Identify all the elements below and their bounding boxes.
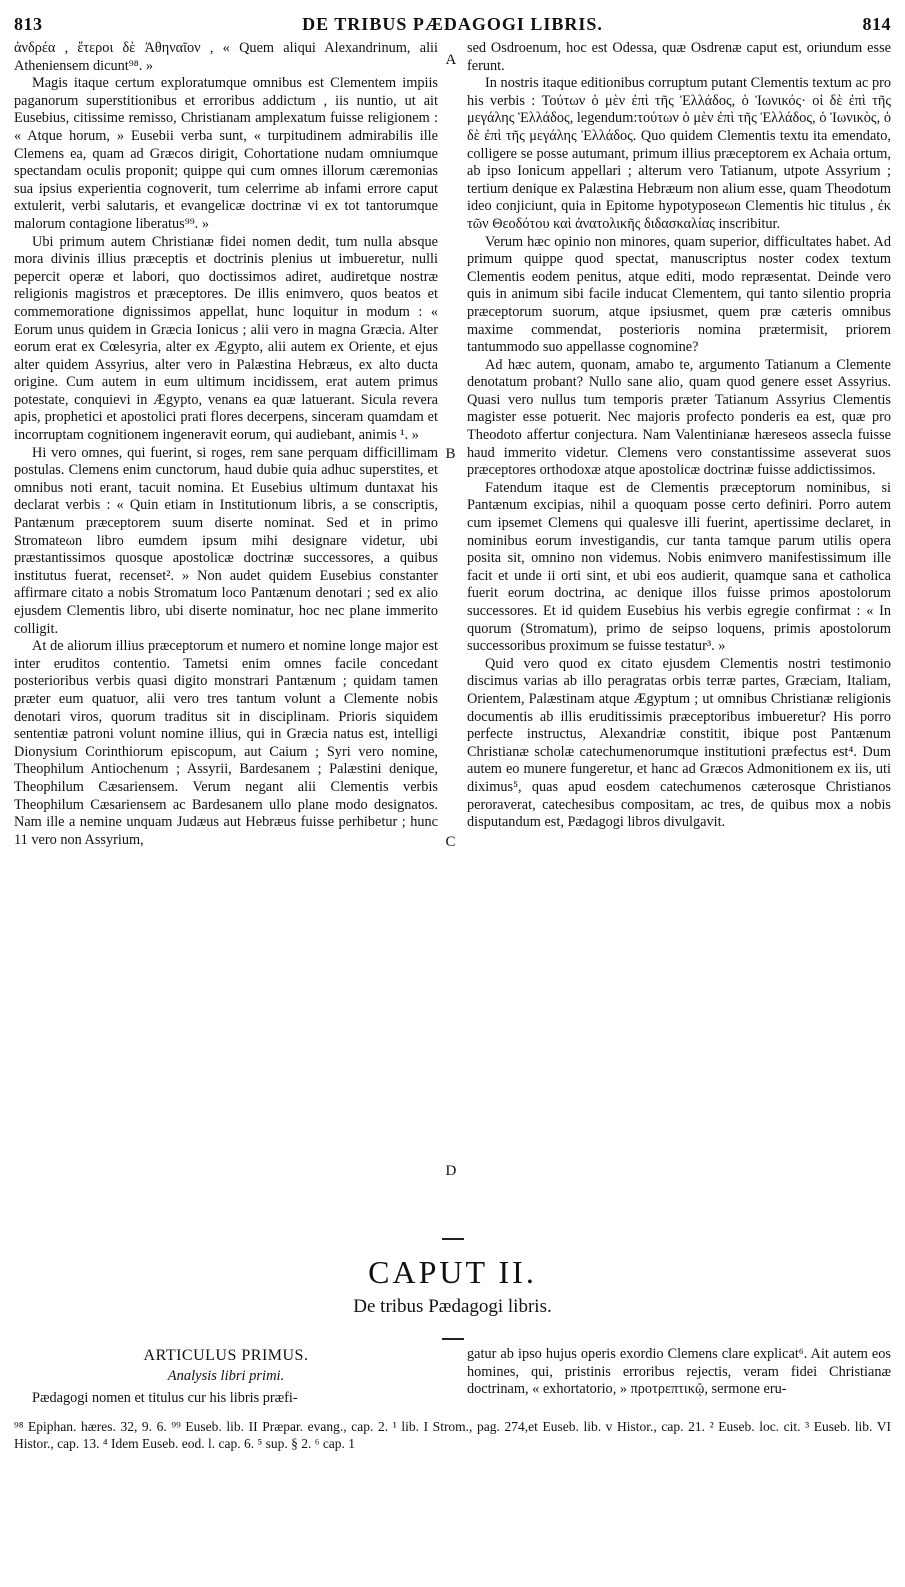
paragraph: In nostris itaque editionibus corruptum putant Clementis textum ac pro his verbis : Τούτων ὁ μὲν ἐπὶ τῆς Ἑλλάδος, ὁ Ἰωνικός· οἱ δὲ ἐπὶ τῆς μεγάλης Ἑλλάδος, legendum:τούτων ὁ μὲν ἐπὶ τῆς Ἑλλάδος, ὁ Ἰωνικὸς, ὁ δὲ ἐπὶ τῆς μεγάλης Ἑλλάδος. Quo quidem Clementis textu ita emendato, colligere se posse autumant, primum illius præceptorem ex Achaia ortum, ab ipso Ionicum appellari ; alterum vero Tatianum, utpote Assyrium ; tertium denique ex Palæstina Hebræum non alium esse, quam Theodotum ideo conjiciunt, quia in Epitome hypotyposeωn Clementis hic titulus , ἐκ τῶν Θεοδότου καὶ ἀνατολικῆς διδασκαλίας inscribitur. <box>467 75 891 232</box>
paragraph: Ad hæc autem, quonam, amabo te, argumento Tatianum a Clemente denotatum probant? Nullo sane alio, quam quod genere esset Assyrius. Quasi vero nullus tum temporis præter Tatianum Assyrius Clementis magister esse potuerit. Nec majoris profecto ponderis ea est, quæ pro Theodoto affertur conjectura. Nam Valentinianæ hæreseos assecla fuisse haud immerito videtur. Clemens vero constantissime asseverat suos præceptores orthodoxæ atque apostolicæ doctrinæ fuisse addictissimos. <box>467 356 891 479</box>
page-number-left: 813 <box>14 14 43 34</box>
chapter-heading <box>0 1252 905 1320</box>
article-subheading: Analysis libri primi. <box>167 1368 285 1384</box>
paragraph: Fatendum itaque est de Clementis præceptorum nominibus, si Pantænum excipias, nihil a quoquam posse certo definiri. Porro autem cum ipsemet Clemens qui qualesve illi fuerint, apertissime declaret, in nominibus eorum investigandis, cur tanta tamque parum utilis opera posita sit, omnino non videmus. Nobis enimvero manifestissimum ille facit et unde ii orti sint, et ubi eos audierit, quamque sana et catholica fuerit eorum doctrina, ac denique illos fuisse primos apostolorum successores. Et id quidem Eusebius his verbis egregie confirmat : « In quorum (Stromatum), primo de seipso loquens, primis apostolorum successoribus proximum se fuisse testatur³. » <box>467 479 891 655</box>
paragraph: Pædagogi nomen et titulus cur his libris præfi- <box>32 1390 298 1406</box>
paragraph: gatur ab ipso hujus operis exordio Clemens clare explicat⁶. Ait autem eos homines, qui, pristinis erroribus rejectis, veram fidei Christianæ doctrinam, « exhortatorio, » προτρεπτικῷ, sermone eru- <box>467 1346 891 1398</box>
paragraph: Quid vero quod ex citato ejusdem Clementis nostri testimonio discimus varias ab illo peragratas orbis terræ partes, Græciam, Italiam, Orientem, Palæstinam atque Ægyptum ; ut omnibus Christianæ religionis documentis ab illis eruditissimis præceptoribus imbueretur? His porro perfecte instructus, Alexandriæ constitit, ibique post Pantænum Christianæ scholæ catechumenorumque institutioni præfectus est⁴. Dum autem eo munere fungeretur, et hanc ad Græcos Admonitionem ex iis, uti diximus⁵, quas apud eosdem catechumenos cæterosque Christianos peroraverat, catechesibus compositam, ac tres, de quibus mox a nobis disputandum est, Pædagogi libros divulgavit. <box>467 655 891 831</box>
paragraph: ἀνδρέα , ἕτεροι δὲ Ἀθηναῖον , « Quem aliqui Alexandrinum, alii Atheniensem dicunt⁹⁸. » <box>14 40 438 74</box>
two-column-body <box>14 40 891 1235</box>
running-title: DE TRIBUS PÆDAGOGI LIBRIS. <box>302 14 603 34</box>
paragraph: At de aliorum illius præceptorum et numero et nomine longe major est inter eruditos contentio. Tametsi enim omnes facile concedant posterioribus verbis quasi digito monstrari Pantænum ; quidam tamen præter eum quatuor, alii vero tres tantum volunt a Clemente nobis denotari viros, quorum traditus sit in disciplinam. Prioris siquidem sententiæ patroni volunt nomine illius, qui in Græcia natus est, intelligi Dionysium Corinthiorum episcopum, aut Caium ; Syri vero nomine, Theophilum Antiochenum ; Assyrii, Bardesanem ; Palæstini denique, Theophilum Cæsariensem. Verum negant alii Clementis verbis Theophilum Cæsariensem ac Bardesanem ullo plane modo designatos. Nam ille a nemine unquam Judæus aut Hebræus fuisse perhibetur ; hunc 11 vero non Assyrium, <box>14 638 438 848</box>
footnote-text: ⁹⁸ Epiphan. hæres. 32, 9. 6. ⁹⁹ Euseb. lib. II Præpar. evang., cap. 2. ¹ lib. I Strom., pag. 274,et Euseb. lib. v Histor., cap. 21. ² Euseb. loc. cit. ³ Euseb. lib. VI Histor., cap. 13. ⁴ Idem Euseb. eod. l. cap. 6. ⁵ sup. § 2. ⁶ cap. 1 <box>14 1419 891 1451</box>
chapter-subtitle: De tribus Pædagogi libris. <box>353 1296 552 1317</box>
divider <box>442 1238 464 1240</box>
divider <box>442 1338 464 1340</box>
margin-letter-a: A <box>445 52 457 68</box>
paragraph: Magis itaque certum exploratumque omnibus est Clementem impiis paganorum superstitionibus et erroribus addictum , iis nuntio, ut ait Eusebius, citissime remisso, Christianam amplexatum fuisse religionem : « Atque horum, » Eusebii verba sunt, « turpitudinem admirabilis ille Clemens ea, quam ad Græcos dirigit, Cohortatione nudam omniumque spectandam oculis proponit; quippe qui cum omnes illorum cæremonias sua ipsius experientia cognoverit, tum celerrime ab infami errore caput extulerit, verbi salutaris, et evangelicæ doctrinæ vi ex tot tantorumque malorum contagione liberatus⁹⁹. » <box>14 75 438 232</box>
margin-letters <box>442 40 464 1235</box>
article-right-column <box>467 1346 891 1416</box>
paragraph: sed Osdroenum, hoc est Odessa, quæ Osdrenæ caput est, oriundum esse ferunt. <box>467 40 891 74</box>
chapter-title: CAPUT II. <box>368 1254 537 1290</box>
article-heading: ARTICULUS PRIMUS. <box>143 1347 309 1364</box>
left-column <box>14 40 438 1235</box>
paragraph: Hi vero omnes, qui fuerint, si roges, rem sane perquam difficillimam postulas. Clemens enim cunctorum, haud dubie quia adhuc superstites, et omnibus noti erant, tacuit nomina. Et Eusebius ultimum duntaxat his declarat verbis : « Quin etiam in Institutionum libris, a se conscriptis, Pantænum præceptorem suum diserte nominat. Sed et in primo Stromateωn libro eumdem ipsum mihi designare videtur, ubi præstantissimos quosque apostolicæ doctrinæ successores, a quibus institutus fuerat, recenset². » Non audet quidem Eusebius constanter affirmare citato a nobis Stromatum loco Pantænum denotari ; sed ex alio ejusdem Clementis libro, ubi diserte nominatur, hoc nec plane immerito colligit. <box>14 444 438 637</box>
footnotes <box>14 1418 891 1452</box>
article-left-column <box>14 1346 438 1416</box>
running-head <box>14 14 891 38</box>
paragraph: Ubi primum autem Christianæ fidei nomen dedit, tum nulla absque mora divinis illius præceptis et doctrinis plenius ut imbueretur, nulli pepercit operæ et labori, quo doctissimos adiret, audiretque nostræ religionis magistros et præceptores. De illis enimvero, quos beatos et commemoratione dignissimos appellat, hunc loquitur in modum : « Eorum unus quidem in Græcia Ionicus ; alii vero in magna Græcia. Alter eorum erat ex Cœlesyria, alter ex Ægypto, alii autem ex Oriente, et ejus alter quidem Assyrius, alter vero in Palæstina Hebræus, ex alto ducta origine. Cum autem in eum ultimum incidissem, erat autem primus potestate, conquievi in Ægypto, venans ea quæ latuerant. Sicula revera apis, prophetici et apostolici prati flores decerpens, sinceram quamdam et incorruptam cognitionem ingeneravit eorum, qui audiebant, animis ¹. » <box>14 233 438 444</box>
paragraph: Verum hæc opinio non minores, quam superior, difficultates habet. Ad primum quippe quod spectat, manuscriptus noster codex textum Clementis eodem penitus, atque editi, modo repræsentat. Deinde vero quis in animum sibi facile inducat Clementem, qui tanto silentio propria præceptorum suorum, atque ipsiusmet, quem præ cæteris omnibus maxime commendat, posterioris nomina prætermisit, priorem tantummodo suo appellasse cognomine? <box>467 233 891 356</box>
article-section <box>14 1346 891 1416</box>
page-number-right: 814 <box>862 14 891 34</box>
margin-letter-b: B <box>445 446 456 462</box>
margin-letter-d: D <box>445 1163 457 1179</box>
right-column <box>467 40 891 1235</box>
margin-letter-c: C <box>445 834 456 850</box>
